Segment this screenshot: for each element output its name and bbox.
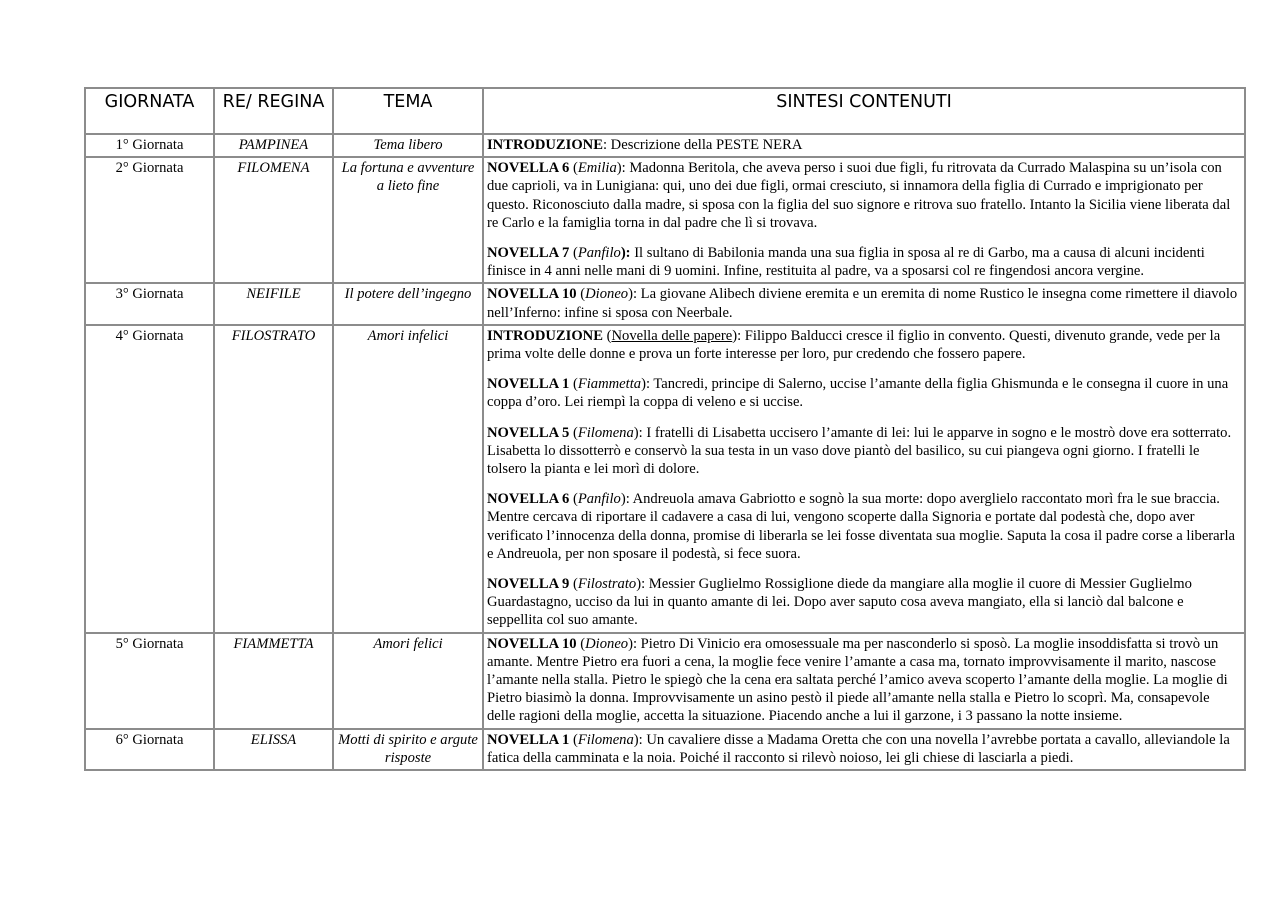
novella-label: NOVELLA 10 bbox=[487, 286, 577, 303]
novella-text: : Un cavaliere disse a Madama Oretta che con una novella l’avrebbe portata a cavallo, alleviandole la fatica della camminata e la noia. Poiché il racconto si rilevò noioso, lei gli chiese di lasciarla a piedi. bbox=[487, 731, 1230, 766]
regnante-cell: PAMPINEA bbox=[214, 134, 333, 157]
novella-label: NOVELLA 6 bbox=[487, 160, 570, 177]
novella-paragraph bbox=[487, 731, 1240, 767]
novella-paragraph bbox=[487, 490, 1240, 563]
giornata-cell: 5° Giornata bbox=[85, 633, 214, 729]
paren-open: ( bbox=[569, 731, 578, 748]
decameron-table bbox=[84, 87, 1246, 771]
table-row bbox=[85, 283, 1245, 324]
paren-close: ) bbox=[628, 286, 633, 303]
sintesi-cell bbox=[483, 729, 1245, 770]
narrator-name: Dioneo bbox=[585, 286, 629, 303]
novella-label: INTRODUZIONE bbox=[487, 327, 603, 344]
sintesi-cell bbox=[483, 325, 1245, 633]
novella-paragraph bbox=[487, 575, 1240, 630]
paren-open: ( bbox=[569, 576, 578, 593]
narrator-name: Filomena bbox=[577, 731, 634, 748]
paren-open: ( bbox=[569, 160, 578, 177]
table-row bbox=[85, 325, 1245, 633]
header-sintesi: SINTESI CONTENUTI bbox=[483, 88, 1245, 134]
novella-paragraph bbox=[487, 635, 1240, 726]
table-row bbox=[85, 633, 1245, 729]
sintesi-cell bbox=[483, 633, 1245, 729]
paren-close: ) bbox=[636, 576, 642, 593]
novella-text: : I fratelli di Lisabetta uccisero l’amante di lei: lui le apparve in sogno e le mostrò dove era sotterrato. Lisabetta lo dissotterrò e conservò la sua testa in un vaso dove piantò del basilico, su cui piangeva ogni giorno. I fratelli le tolsero la pianta e lei morì di dolore. bbox=[487, 424, 1232, 478]
novella-label: INTRODUZIONE bbox=[487, 137, 603, 153]
paren-close: ): bbox=[620, 245, 631, 262]
novella-paragraph bbox=[487, 159, 1240, 232]
paren-close: ) bbox=[616, 160, 622, 177]
header-giornata: GIORNATA bbox=[85, 88, 214, 134]
narrator-name: Fiammetta bbox=[577, 376, 642, 393]
narrator-name: Panfilo bbox=[577, 491, 621, 508]
tema-cell: Tema libero bbox=[333, 134, 483, 157]
tema-cell: Il potere dell’ingegno bbox=[333, 283, 483, 324]
regnante-cell: FILOMENA bbox=[214, 157, 333, 283]
tema-cell: Amori infelici bbox=[333, 325, 483, 633]
table-body bbox=[85, 134, 1245, 770]
novella-paragraph bbox=[487, 244, 1240, 280]
paren-open: ( bbox=[576, 286, 586, 303]
novella-paragraph bbox=[487, 327, 1240, 363]
tema-cell: La fortuna e avventure a lieto fine bbox=[333, 157, 483, 283]
paren-close: ) bbox=[633, 424, 639, 441]
novella-label: NOVELLA 7 bbox=[487, 245, 570, 262]
paren-close: ) bbox=[732, 327, 738, 344]
tema-cell: Motti di spirito e argute risposte bbox=[333, 729, 483, 770]
novella-paragraph bbox=[487, 375, 1240, 411]
narrator-name: Filomena bbox=[577, 424, 634, 441]
novella-text: : Madonna Beritola, che aveva perso i suoi due figli, fu ritrovata da Currado Malaspina su un’isola con due caprioli, va in Lunigiana: qui, uno dei due figli, ormai cresciuto, si innamora della figlia di Currado e imprigionato per questo. Riconosciuto dalla madre, si sposa con la figlia del suo signore e ritrova suo fratello. Intanto la Sicilia viene liberata dal re Carlo e la famiglia torna in dal padre che lì si trovava. bbox=[487, 160, 1231, 231]
regnante-cell: NEIFILE bbox=[214, 283, 333, 324]
sintesi-cell bbox=[483, 283, 1245, 324]
header-row bbox=[85, 88, 1245, 134]
regnante-cell: FILOSTRATO bbox=[214, 325, 333, 633]
novella-text: : Tancredi, principe di Salerno, uccise l’amante della figlia Ghismunda e le consegna il cuore in una coppa d’oro. Lei riempì la coppa di veleno e si uccise. bbox=[487, 376, 1229, 411]
table-row bbox=[85, 729, 1245, 770]
novella-text: : Andreuola amava Gabriotto e sognò la sua morte: dopo averglielo raccontato morì fra le sue braccia. Mentre cercava di riportare il cadavere a casa di lui, vengono scoperte dalla Signoria e portate dal podestà che, dopo aver verificato l’innocenza della donna, promise di liberarla se lei fosse diventata sua moglie. Saputa la cosa il padre corse a liberarla e Andreuola, per non sposare il podestà, si fece suora. bbox=[487, 491, 1236, 562]
paren-open: ( bbox=[576, 635, 586, 652]
narrator-name: Dioneo bbox=[585, 635, 629, 652]
sintesi-cell bbox=[483, 157, 1245, 283]
regnante-cell: FIAMMETTA bbox=[214, 633, 333, 729]
header-tema: TEMA bbox=[333, 88, 483, 134]
table-row bbox=[85, 134, 1245, 157]
novella-subtitle: Novella delle papere bbox=[611, 327, 733, 344]
giornata-cell: 4° Giornata bbox=[85, 325, 214, 633]
novella-label: NOVELLA 10 bbox=[487, 635, 577, 652]
paren-open: ( bbox=[569, 376, 578, 393]
sintesi-cell bbox=[483, 134, 1245, 157]
novella-label: NOVELLA 1 bbox=[487, 376, 570, 393]
paren-close: ) bbox=[628, 635, 633, 652]
narrator-name: Filostrato bbox=[577, 576, 637, 593]
paren-close: ) bbox=[620, 491, 626, 508]
giornata-cell: 3° Giornata bbox=[85, 283, 214, 324]
novella-text: : Pietro Di Vinicio era omosessuale ma per nasconderlo si sposò. La moglie insoddisfatta si trovò un amante. Mentre Pietro era fuori a cena, la moglie fece venire l’amante a casa ma, tornato improvvisamente il marito, nascose l’amante nella stalla. Pietro le spiegò che la cena era saltata perché l’amico aveva scoperto l’amante della moglie. La moglie di Pietro biasimò la donna. Improvvisamente un asino pestò il piede all’amante nella stalla e Pietro lo scoprì. Ma, consapevole delle ragioni della moglie, accetta la situazione. Piacendo anche a lui il garzone, i 3 passano la notte insieme. bbox=[487, 635, 1228, 725]
novella-text: : Filippo Balducci cresce il figlio in convento. Questi, divenuto grande, vede per la prima volte delle donne e prova un forte interesse per loro, pur credendo che fossero papere. bbox=[487, 327, 1221, 363]
regnante-cell: ELISSA bbox=[214, 729, 333, 770]
header-re-regina: RE/ REGINA bbox=[214, 88, 333, 134]
narrator-name: Panfilo bbox=[577, 245, 621, 262]
paren-open: ( bbox=[569, 424, 578, 441]
novella-label: NOVELLA 9 bbox=[487, 576, 570, 593]
novella-text: : La giovane Alibech diviene eremita e un eremita di nome Rustico le insegna come rimettere il diavolo nell’Inferno: infine si sposa con Neerbale. bbox=[487, 286, 1238, 321]
paren-open: ( bbox=[602, 327, 612, 344]
novella-text: Il sultano di Babilonia manda una sua figlia in sposa al re di Garbo, ma a causa di alcuni incidenti finisce in 4 anni nelle mani di 9 uomini. Infine, restituita al padre, va a sposarsi col re fingendosi ancora vergine. bbox=[487, 245, 1205, 280]
paren-close: ) bbox=[641, 376, 646, 393]
narrator-name: Emilia bbox=[577, 160, 617, 177]
novella-text: : Descrizione della PESTE NERA bbox=[602, 137, 803, 153]
paren-open: ( bbox=[569, 491, 578, 508]
table-row bbox=[85, 157, 1245, 283]
tema-cell: Amori felici bbox=[333, 633, 483, 729]
document-page bbox=[84, 87, 1244, 771]
novella-label: NOVELLA 6 bbox=[487, 491, 570, 508]
novella-paragraph bbox=[487, 424, 1240, 479]
novella-label: NOVELLA 5 bbox=[487, 424, 570, 441]
paren-open: ( bbox=[569, 245, 578, 262]
novella-paragraph bbox=[487, 136, 1240, 154]
novella-label: NOVELLA 1 bbox=[487, 731, 570, 748]
giornata-cell: 1° Giornata bbox=[85, 134, 214, 157]
novella-paragraph bbox=[487, 285, 1240, 321]
giornata-cell: 6° Giornata bbox=[85, 729, 214, 770]
giornata-cell: 2° Giornata bbox=[85, 157, 214, 283]
paren-close: ) bbox=[633, 731, 639, 748]
novella-text: : Messier Guglielmo Rossiglione diede da mangiare alla moglie il cuore di Messier Guglielmo Guardastagno, ucciso da lui in quanto amante di lei. Dopo aver saputo cosa aveva mangiato, ella si lanciò dal balcone e seppellita col suo amante. bbox=[487, 576, 1192, 629]
